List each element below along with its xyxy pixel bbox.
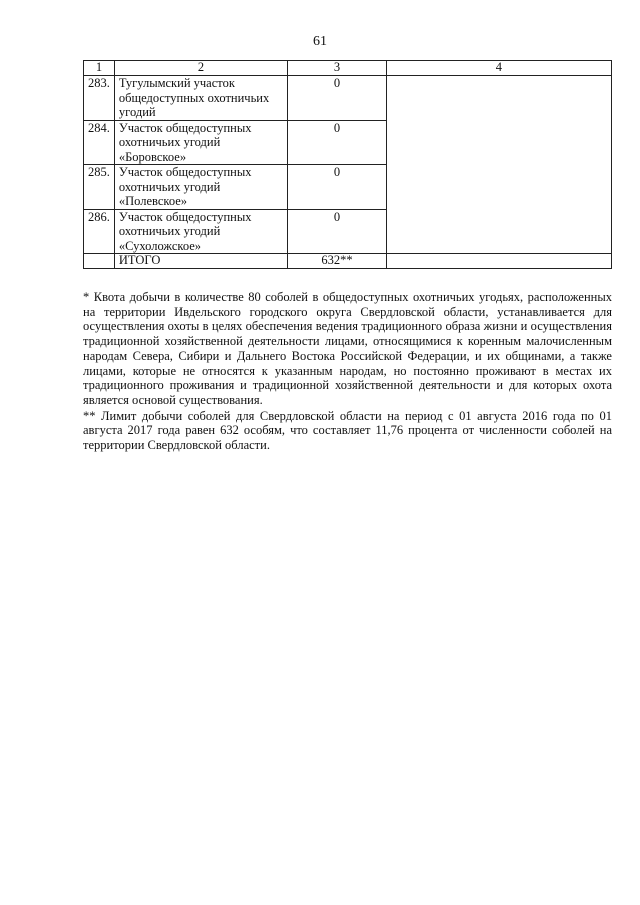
row-value: 0: [288, 209, 387, 254]
header-col-1: 1: [84, 61, 115, 76]
row-number: 284.: [84, 120, 115, 165]
total-note: [386, 254, 611, 269]
row-note: [386, 76, 611, 254]
total-value: 632**: [288, 254, 387, 269]
footnote-limit: ** Лимит добычи соболей для Свердловской области на период с 01 августа 2016 года по 01 августа 2017 года равен 632 особям, что составляет 11,76 процента от численности соболей на территории Свердловской области.: [83, 408, 612, 453]
row-name: Участок общедоступных охотничьих угодий «Боровское»: [114, 120, 287, 165]
table-total-row: [84, 254, 612, 269]
row-name: Участок общедоступных охотничьих угодий «Сухоложское»: [114, 209, 287, 254]
header-col-4: 4: [386, 61, 611, 76]
row-value: 0: [288, 76, 387, 121]
total-number: [84, 254, 115, 269]
row-number: 286.: [84, 209, 115, 254]
row-name: Участок общедоступных охотничьих угодий «Полевское»: [114, 165, 287, 210]
table-row: [84, 76, 612, 121]
table-header-row: [84, 61, 612, 76]
header-col-3: 3: [288, 61, 387, 76]
row-number: 285.: [84, 165, 115, 210]
row-value: 0: [288, 165, 387, 210]
footnotes: [83, 290, 612, 454]
page-number: 61: [313, 34, 327, 49]
row-name: Тугулымский участок общедоступных охотничьих угодий: [114, 76, 287, 121]
total-label: ИТОГО: [114, 254, 287, 269]
quota-table: [83, 60, 612, 269]
row-number: 283.: [84, 76, 115, 121]
footnote-quota: * Квота добычи в количестве 80 соболей в общедоступных охотничьих угодьях, расположенных на территории Ивдельского городского округа Свердловской области, устанавливается для осуществления охоты в целях обеспечения ведения традиционного образа жизни и осуществления традиционной хозяйственной деятельности лицами, относящимися к коренным малочисленным народам Севера, Сибири и Дальнего Востока Российской Федерации, и их общинами, а также лицами, которые не относятся к указанным народам, но постоянно проживают в местах их традиционного проживания и традиционной хозяйственной деятельности и для которых охота является основой существования.: [83, 290, 612, 407]
row-value: 0: [288, 120, 387, 165]
header-col-2: 2: [114, 61, 287, 76]
